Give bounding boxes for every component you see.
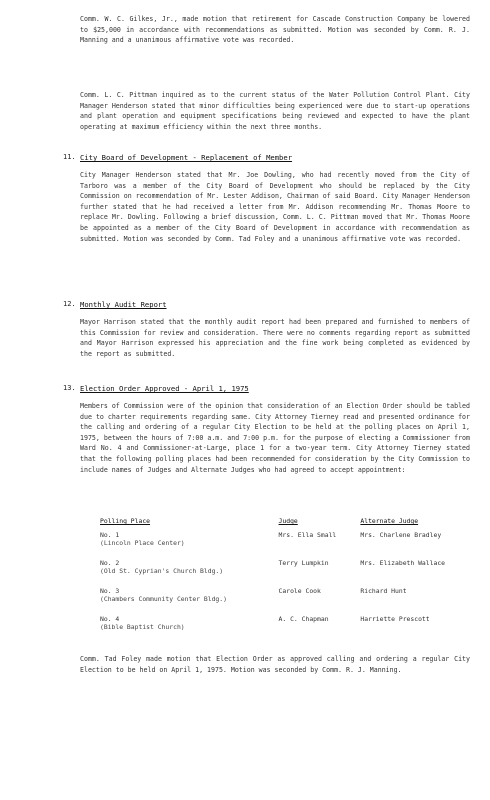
item-11-body: City Manager Henderson stated that Mr. Joe Dowling, who had recently moved from the City of Tarboro was a member of the City Board of Development who should be replaced by the City Commission on recommendation of Mr. Lester Addison, Chairman of said Board. City Manager Henderson further stated that he had received a letter from Mr. Addison recommending Mr. Thomas Moore to replace Mr. Dowling. Following a brief discussion, Comm. L. C. Pittman moved that Mr. Thomas Moore be appointed as a member of the City Board of Development in accordance with recommendation as submitted. Motion was seconded by Comm. Tad Foley and a unanimous affirmative vote was recorded.: [80, 171, 470, 243]
alternate-judge-name: Mrs. Charlene Bradley: [360, 531, 442, 539]
item-heading: Election Order Approved - April 1, 1975: [80, 384, 249, 393]
judge-name: Mrs. Ella Small: [278, 531, 337, 539]
paragraph-retirement-motion: Comm. W. C. Gilkes, Jr., made motion that retirement for Cascade Construction Company be lowered to $25,000 in accordance with recommendations as submitted. Motion was seconded by Comm. R. J. Manning and a unanimous affirmative vote was recorded.: [80, 15, 470, 45]
polling-location: (Lincoln Place Center): [100, 539, 185, 547]
judge-name: Carole Cook: [278, 587, 321, 595]
polling-location: (Chambers Community Center Bldg.): [100, 595, 227, 603]
item-number: 11.: [63, 153, 76, 161]
polling-location: (Bible Baptist Church): [100, 623, 185, 631]
column-header-alternate-judge: Alternate Judge: [360, 517, 419, 525]
polling-location: (Old St. Cyprian's Church Bldg.): [100, 567, 224, 575]
judge-name: A. C. Chapman: [278, 615, 329, 623]
alternate-judge-name: Harriette Prescott: [360, 615, 430, 623]
column-header-judge: Judge: [278, 517, 298, 525]
polling-number: No. 3: [100, 587, 120, 595]
paragraph-water-pollution: Comm. L. C. Pittman inquired as to the current status of the Water Pollution Control Plant. City Manager Henderson stated that minor difficulties being experienced were due to start-up operations and plant operation and equipment specifications being reviewed and expected to have the plant operating at maximum efficiency within the next three months.: [80, 91, 470, 131]
polling-number: No. 1: [100, 531, 120, 539]
alternate-judge-name: Richard Hunt: [360, 587, 407, 595]
judge-name: Terry Lumpkin: [278, 559, 329, 567]
polling-number: No. 4: [100, 615, 120, 623]
item-13-body: Members of Commission were of the opinion that consideration of an Election Order should be tabled due to charter requirements regarding same. City Attorney Tierney read and presented ordinance for the calling and ordering of a regular City Election to be held at the polling places on April 1, 1975, between the hours of 7:00 a.m. and 7:00 p.m. for the purpose of electing a Commissioner from Ward No. 4 and Commissioner-at-Large, place 1 for a two-year term. City Attorney Tierney stated that the following polling places had been recommended for consideration by the City Commission to include names of Judges and Alternate Judges who had agreed to accept appointment:: [80, 402, 470, 474]
table-row: [100, 615, 472, 632]
item-number: 13.: [63, 384, 76, 392]
item-heading: City Board of Development - Replacement of Member: [80, 153, 293, 162]
closing-motion: Comm. Tad Foley made motion that Election Order as approved calling and ordering a regular City Election to be held on April 1, 1975. Motion was seconded by Comm. R. J. Manning.: [80, 655, 470, 674]
column-header-polling-place: Polling Place: [100, 517, 151, 525]
polling-places-table: [100, 517, 472, 632]
item-13: [63, 384, 470, 393]
table-row: [100, 559, 472, 576]
item-11: [63, 153, 470, 162]
item-12-body: Mayor Harrison stated that the monthly audit report had been prepared and furnished to members of this Commission for review and consideration. There were no comments regarding report as submitted and Mayor Harrison expressed his appreciation and the fine work being completed as evidenced by the report as submitted.: [80, 318, 470, 358]
table-row: [100, 587, 472, 604]
polling-number: No. 2: [100, 559, 120, 567]
table-row: [100, 531, 472, 548]
item-12: [63, 300, 470, 309]
alternate-judge-name: Mrs. Elizabeth Wallace: [360, 559, 446, 567]
item-number: 12.: [63, 300, 76, 308]
item-heading: Monthly Audit Report: [80, 300, 167, 309]
